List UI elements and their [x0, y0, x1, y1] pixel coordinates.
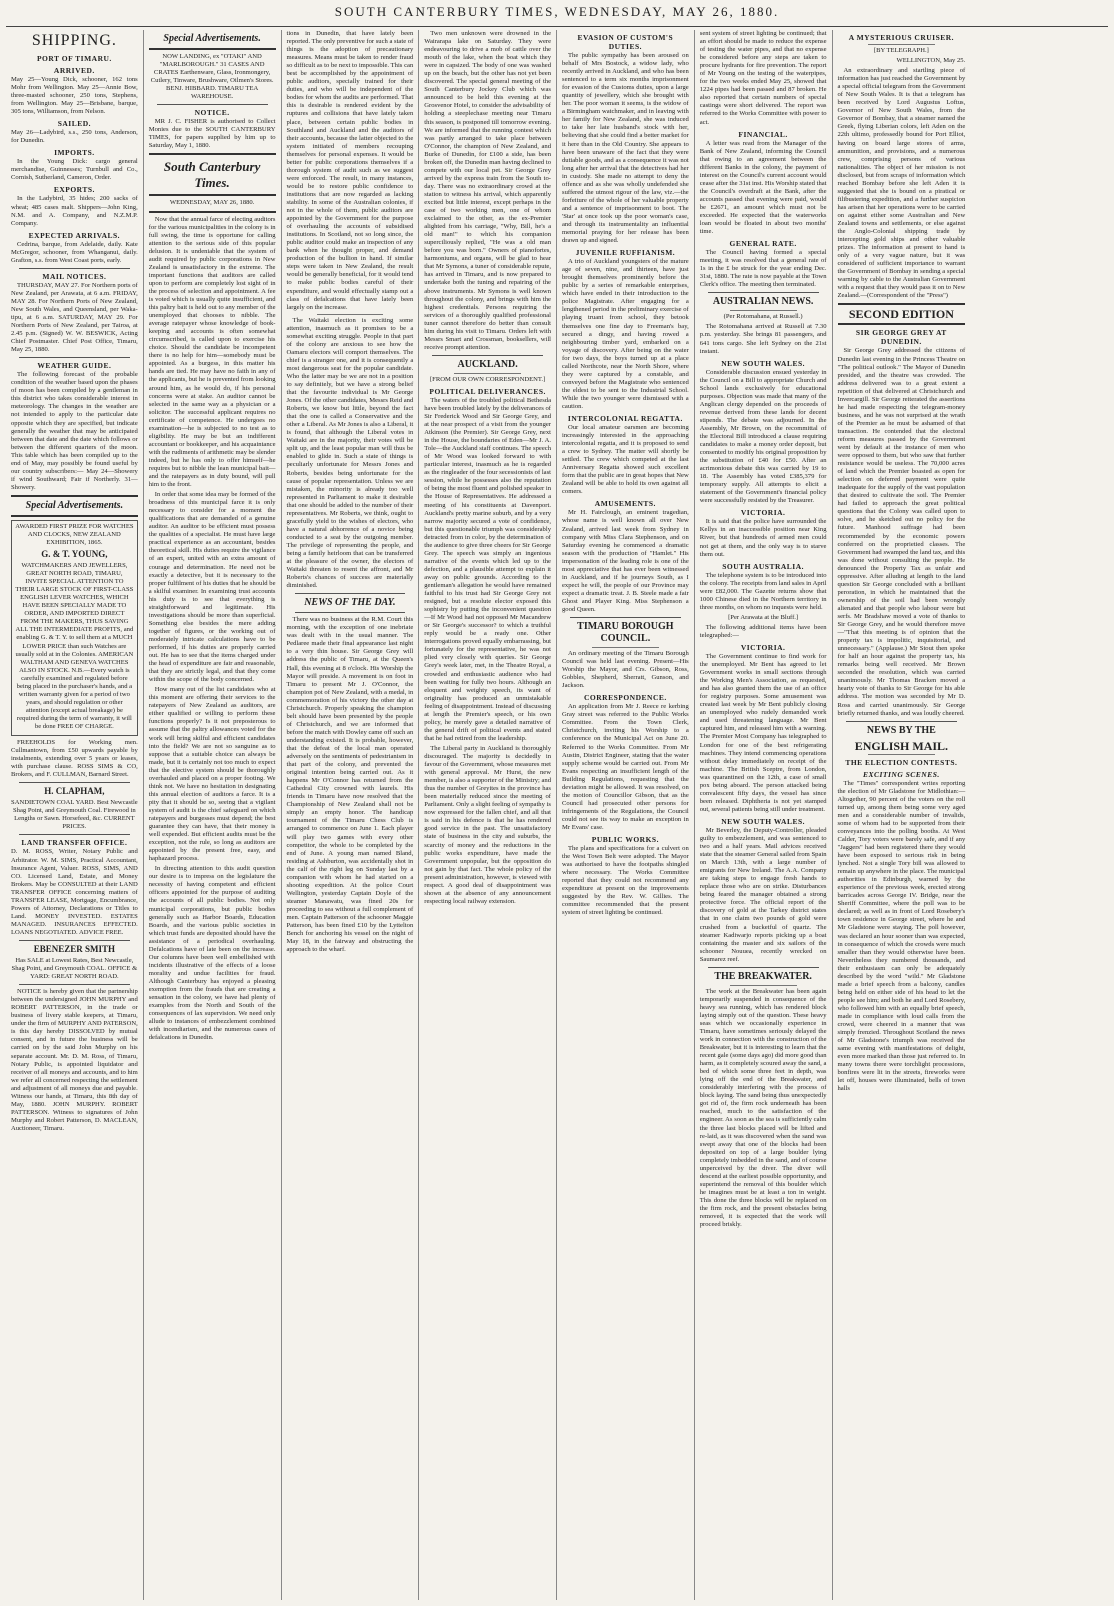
amusements-paragraph: Mr H. Fairclough, an eminent tragedian, whose name is well known all over New Zealand, arrived last week from Sydney in company with Miss Clara Stephenson, and on Saturday evening he commenced a dramatic season with the production of "Hamlet." His impersonation of the leading role is one of the most appreciative that has ever been witnessed in Auckland, and if he journeys South, as I expect he will, the people of our Province may expect a dramatic treat. J. B. Steele made a fair Ghost and Player King. Miss Stephenson a good Queen.: [562, 509, 689, 613]
young-title: G. & T. YOUNG,: [41, 549, 108, 560]
nsw-heading: NEW SOUTH WALES.: [721, 358, 806, 368]
exciting-heading: EXCITING SCENES.: [862, 769, 940, 779]
editorial-paragraph: In order that some idea may be formed of the broadness of this municipal farce it is only necessary to consider for a moment the qualifications that are demanded of a genuine auditor. An auditor to be efficient must possess the qualities of a specialist. He must have large practical experience as an accountant, besides theoretical skill. His duties require the vigilance of an expert, united with an extra amount of courage and determination. He need not be exactly a detective, but it is necessary to the proper fulfilment of his duties that he should be a skilful examiner. In examining trust accounts his duty is to see that everything is straightforward and legitimate. His investigations should be more than superficial. Something else besides the mere adding together of figures, or the working out of moderately intricate calculations have to be performed, if his duties are properly carried out. He has to see that the items charged under the head of expenditure are fair and reasonable, that they are strictly legal, and that they come within the scope of the body concerned.: [148, 491, 276, 684]
divider: [19, 984, 130, 985]
evasion-paragraph: The public sympathy has been aroused on behalf of Mrs Bostock, a widow lady, who recently arrived in Auckland, and who has been sentenced to a term six months imprisonment for evasion of the Customs duties, upon a large quantity of jewellery, which she brought with her. The poor woman it seems, is the widow of a Birmingham watchmaker, and in leaving with her family for New Zealand, she was induced to take her late husband's stock with her, believing that she could find a better market for it here than in the Old Country. She appears to have been unaware of the fact that they were dutiable goods, and as a consequence it was not long after her arrival that the detectives had her in custody. She made no attempt to deny the offence and as she was wholly undefended she suffered the utmost rigour of the law, viz.—the forfeiture of the whole of her valuable property and a sentence of imprisonment to boot. The 'Star' at once took up the poor woman's case, and through its instrumentality an influential memorial praying for her release has been drawn up and signed.: [562, 52, 689, 245]
divider: [11, 515, 138, 517]
sailed-text: May 26—Ladybird, s.s., 250 tons, Anderson, for Dunedin.: [11, 129, 138, 145]
rotomahana-line: (Per Rotomahana, at Russell.): [723, 313, 803, 321]
divider: [730, 985, 797, 986]
column-7: [833, 30, 971, 1600]
divider: [19, 940, 130, 941]
waitaki-paragraph: The Waitaki election is exciting some attention, inasmuch as it promises to be a somewhat exciting struggle. People in that part of the colony are anxious to see how the Oamaru electors will comport themselves. The chief is a stranger one, and it is consequently a most dangerous seat for the popular candidate. Who the latter may be we are not in a position to say definitely, but we have a strong belief that the favourite individual is Mr George Jones. Of the other candidates, Messrs Reid and Roberts, we know but little, beyond the fact that the one is called a Conservative and the other a Liberal. As Mr Jones is also a Liberal, it is found, that although the Liberal votes in Waitaki are in the majority, their votes will be split up, and the least popular man will thus be enabled to glide in. Such a state of things is peculiarly unfortunate for Messrs Jones and Roberts, besides being unfortunate for the cause of popular representation. Unless we are mistaken, the minority is already too well represented in Parliament to make it desirable that one should be added to the number of their representatives. Mr Roberts, we think, ought to gracefully yield to the wishes of electors, who have a natural abhorrence of a novice being conducted to a seat by the outgoing member. The privilege of representing the people, and being a family heirloom that can be transferred at the pleasure of the owner, the electors of Waitaki threaten to resent the affront, and Mr Roberts's chances of success are materially diminished.: [286, 316, 414, 590]
mail-heading: MAIL NOTICES.: [42, 271, 107, 281]
public-works-heading: PUBLIC WORKS.: [591, 835, 659, 845]
land-office-heading: LAND TRANSFER OFFICE.: [21, 838, 128, 848]
imports-heading: IMPORTS.: [54, 148, 95, 158]
divider: [295, 612, 406, 613]
masthead: SOUTH CANTERBURY TIMES, WEDNESDAY, MAY 26, 1880.: [334, 4, 780, 19]
news-paragraph: Two men unknown were drowned in the Wairarapa lake on Saturday. They were endeavouring to drive a mob of cattle over the mouth of the lake, when the boat which they were in capsized. The body of one was washed up on the beach, but the other has not yet been discovered. The special general meeting of the South Canterbury Jockey Club which was announced to be held this evening at the Grosvenor Hotel, to consider the advisability of holding a steeplechase meeting near Timaru this season, is postponed till tomorrow evening. We are informed that the running contest which was partly arranged to take place between O'Connor, the champion of New Zealand, and Burke of Dunedin, for £100 a side, has been broken off, the Dunedin man having declined to compete with our local pet. Sir George Grey arrived by the express train from the South to-day. There was no extraordinary crowd at the station to witness his arrival, which apparently excited but little interest, except perhaps in the case of two working men, one of whom exclaimed to the other, as the ex-Premier alighted from his carriage, "Why, Bill, he's a old man!" to which his companion superciliously replied, "He was a old man before you was born." Owners of pianofortes, harmoniums, and organs, will be glad to hear that Mr Symons, a tuner of considerable repute, has arrived in Timaru, and is now prepared to undertake both the tuning and repairing of the above instruments. Mr Symons is well known throughout the colony, and brings with him the highest credentials. Persons requiring the services of a thoroughly qualified professional tuner cannot therefore do better than consult him during his visit to Timaru. Orders left with Messrs Smart and Crossman, booksellers, will receive prompt attention.: [424, 30, 551, 351]
divider: [838, 323, 966, 325]
divider: [11, 495, 138, 497]
divider: [708, 292, 819, 293]
column-4: [419, 30, 557, 1600]
divider: [295, 593, 406, 594]
breakwater-heading: THE BREAKWATER.: [714, 970, 812, 982]
top-rule: [6, 26, 1108, 27]
column-5: [557, 30, 695, 1600]
exports-heading: EXPORTS.: [53, 185, 95, 195]
special-ads-heading: Special Advertisements.: [25, 499, 124, 511]
editorial-paragraph: tions in Dunedin, that have lately been reported. The only preventive for such a state of things is the adoption of precautionary measures. Means must be taken to render fraud so difficult as to be next to impossible. This can best be accomplished by the appointment of public auditors, specially trained for their duties, and who will be independent of the bodies for whom the audits are performed. That this is desirable is rendered evident by the ruptures and collisions that have lately taken place, between certain public bodies in Southland and Auckland and the auditors of their accounts, because the latter objected to the system initiated of members recouping themselves for personal expenses. It would be better for public corporations themselves if a thorough system of audit such as we suggest were enforced. The result, in many instances, would be to restore public confidence to institutions that are now regarded as lacking stability. In some of the Australian colonies, if not in the whole of them, public auditors are appointed by the Government for the purpose of overhauling the accounts of subsidised institutions. In Scotland, not so long since, the public auditor could make an inspection of any bank when he thought proper, and demand production of the bullion in hand. If similar steps were taken in New Zealand, the result would be generally beneficial, for it would tend to make public bodies careful of their expenditure, and would effectually stamp out a class of defalcations that have lately been largely on the increase.: [286, 30, 414, 311]
council-paragraph: The plans and specifications for a culvert on the West Town Belt were adopted. The Mayor was authorised to have the footpaths shingled where necessary. The Works Committee reported that they could not recommend any expenditure at present on the improvements suggested by the Rev. W. Gillies. The committee recommended that the present system of street lighting be continued.: [562, 845, 689, 917]
expected-text: Cedrina, barque, from Adelaide, daily. Kate McGregor, schooner, from Whanganui, daily. Grafton, s.s. from West Coast ports, early.: [11, 240, 138, 264]
dateline: WELLINGTON, May 25.: [896, 57, 966, 65]
land-office-text: D. M. ROSS, Writer, Notary Public and Arbitrator. W. M. SIMS, Practical Accountant, Insurance Agent, Valuer. ROSS, SIMS, AND CO. Licensed Land, Estate, and Money Brokers. May be CONSULTED at their LAND TRANSFER OFFICE concerning matters of TRANSFER LEASE, Mortgage, Encumbrance, Powers of Attorney, Declarations or Titles to Land. MONEY INVESTED. ESTATES MANAGED. INSURANCES EFFECTED. LOANS NEGOTIATED. ADVICE FREE.: [11, 848, 138, 936]
divider: [838, 303, 966, 305]
partnership-notice: NOTICE is hereby given that the partnership between the undersigned JOHN MURPHY and ROBERT PATTERSON, in the trade or business of livery stable keepers, at Timaru, under the firm of MURPHY AND PATERSON, is this day hereby DISSOLVED by mutual consent, and in future the business will be carried on by the said John Murphy on his separate account. Mr. D. M. Ross, of Timaru, Notary Public, is appointed liquidator and receiver of all moneys and accounts, and to him we refer all concerned respecting the settlement and adjustment of all moneys due and payable. Witness our hands, at Timaru, this 8th day of May, 1880. JOHN MURPHY. ROBERT PATTERSON. Witness to signatures of John Murphy and Robert Patterson, D. MACLEAN, Auctioneer, Timaru.: [11, 988, 138, 1132]
australian-paragraph: It is said that the police have surrounded the Kellys in an inaccessible position near King River, but that hundreds of armed men could not get at them, and the only way is to starve them out.: [699, 518, 827, 558]
contests-heading: THE ELECTION CONTESTS.: [845, 757, 958, 767]
weather-heading: WEATHER GUIDE.: [37, 361, 112, 371]
amusements-heading: AMUSEMENTS.: [594, 499, 656, 509]
english-mail-paragraph: The "Times" correspondent writes reporting the election of Mr Gladstone for Midlothian:—Altogether, 90 percent of the voters on the roll turned up, among them being some very aged men and a considerable number of invalids, some of whom had to be supported from their conveyances into the polling booths. At West Calder, Tory voters were barely safe, and if any "Jaggers" had been registered there they would have been exposed to serious risk in being lynched. Not a single Tory bill was allowed to remain up anywhere in the place. The municipal authorities in Edinburgh, warned by the experience of the previous week, erected strong barricades across George IV. Bridge, near the Sheriff Committee, where the poll was to be declared; as well as in front of Lord Rosebery's town residence in George street, where he and Mr Gladstone were staying. The poll however, was declared an hour sooner than was expected, in consequence of which the crowds were much smaller than they would otherwise have been. Nevertheless they numbered thousands, and their enthusiasm can only be adequately described by the word "wild." Mr Gladstone made a brief speech from a balcony, candles being held on either side of his head to let the people see him; and both he and Lord Rosebery, who followed him with an equally brief speech, made in compliance with loud calls from the crowd, were cheered in a manner that was simply frenzied. Throughout Scotland the news of Mr Gladstone's triumph was received the same evening with manifestations of delight, even more marked than those just referred to. In many towns there were torchlight processions, bonfires were lit in the streets, fireworks were let off, houses were illuminated, bells of town halls: [837, 779, 966, 1093]
clapham-title: H. CLAPHAM,: [44, 786, 105, 797]
victoria-heading: VICTORIA.: [740, 508, 786, 518]
divider: [868, 44, 936, 45]
ebenezer-text: Has SALE at Lowest Rates, Best Newcastle, Shag Point, and Greymouth COAL. OFFICE & YARD: GREAT NORTH ROAD.: [11, 956, 138, 981]
clapham-text: SANDIETOWN COAL YARD. Best Newcastle Shag Point, and Greymouth Coal. Firewood in Lengths or Sawn. Horsefeed, &c. CURRENT PRICES.: [11, 799, 138, 831]
rate-heading: GENERAL RATE.: [729, 239, 797, 249]
divider: [149, 194, 276, 196]
auckland-paragraph: The waters of the troubled political Bethesda have been troubled lately by the deliverances of Sir Frederick Wood and Sir George Grey, and at the near prospect of a visit from the younger Atkinson (the Premier). Sir George Grey, next in the House, the boundaries of Eden—Mr J. A. Tole—the Auckland staff continues. The speech of Mr Wood was looked forward to with particular interest, inasmuch as he is regarded as the ringleader of the four secessionists of last session, while he possesses also the reputation of being the most fluent and polished speaker in the House of Representatives. He addressed a meeting of his constituents at Davenport. Auckland's pretty marine suburb, and by a very narrow majority secured a vote of confidence, but this questionable triumph was considerably detracted from in color, by the determination of the audience to give three cheers for Sir George Grey. The speech was simply an ingenious narrative of the events which led up to the defection, and a plausible attempt to explain it away on public grounds. According to the gentleman's allegation he would have remained faithful to his trust had Sir George Grey not resigned, but a resolute elector exposed this sophistry by putting the inconvenient question—If Mr Wood had not opposed Mr Macandrew or Sir George's successor? to which a truthful reply would be a ready one. Other interrogations proved equally embarrassing, but fortunately for the representative, he was not plied very closely with queries. Sir George Grey's week later, met, in the Theatre Royal, a crowded and enthusiastic audience who had been waiting for fully two hours. Although an eloquent and weighty speech, its want of originality has produced an unmistakable feeling of disappointment. Instead of discussing at length the Premier's speech, or his own policy, he merely gave a detailed narrative of the general drift of political events and stated that he had retired from the leadership.: [424, 396, 551, 742]
council-paragraph: An application from Mr J. Reece re kerbing Gray street was referred to the Public Works Committee. From the Town Clerk, Christchurch, inviting his Worship to a conference on the Municipal Act on June 20. Referred to the Works Committee. From Mr Austin, District Engineer, stating that the water supply scheme would be carried out. From Mr Evans respecting an insufficient length of the Building Regulations, requesting that the deviation might be allowed. It was resolved, on the motion of Councillor Gibson, that as the Council had prosecuted other persons for infringements of the Regulations, the Council could not see its way to make an exception in Mr Evans' case.: [562, 703, 689, 831]
financial-heading: FINANCIAL.: [738, 129, 788, 139]
political-heading: POLITICAL DELIVERANCES.: [429, 386, 546, 396]
council-paragraph: sent system of street lighting be continued; that an effort should be made to reduce the expense of testing the water pipes, and that no expense be considered before any steps are taken to procure hydrants for fire prevention. The report of Mr Young on the testing of the waterpipes, for the two weeks ended May 25, showed that 1224 pipes had been passed and 87 broken. He also reported that certain numbers of special castings were short delivered. The report was referred to the Works Committee with power to act.: [699, 30, 827, 126]
paper-date: WEDNESDAY, MAY 26, 1880.: [169, 199, 255, 207]
notice-heading: NOTICE.: [194, 108, 230, 118]
divider: [149, 48, 276, 50]
column-6: [695, 30, 833, 1600]
australian-paragraph: The Rotomahana arrived at Russell at 7.30 p.m. yesterday. She brings 81 passengers, and 641 tons cargo. She left Sydney on the 21st instant.: [699, 323, 827, 355]
divider: [149, 211, 276, 213]
divider: [868, 754, 936, 755]
divider: [708, 967, 819, 968]
juvenile-heading: JUVENILE RUFFIANISM.: [575, 248, 676, 258]
freeholds-ad: FREEHOLDS for Working men. Cullmantown, from £50 upwards payable by instalments, extending over 5 years or leases, with purchase clause. ROSS SIMS & CO, Brokers, and F. CULLMAN, Barnard Street.: [11, 739, 138, 779]
divider: [19, 357, 130, 358]
young-advertisement: [11, 520, 138, 736]
council-heading: TIMARU BOROUGH COUNCIL.: [577, 621, 674, 645]
second-edition-heading: SECOND EDITION: [848, 307, 954, 322]
telegraph-line: [BY TELEGRAPH.]: [873, 47, 929, 54]
port-heading: PORT OF TIMARU.: [36, 54, 112, 63]
news-of-the-day-heading: NEWS OF THE DAY.: [304, 597, 396, 609]
nsw-heading-2: NEW SOUTH WALES.: [721, 816, 806, 826]
editorial-paragraph: How many out of the list candidates who at this moment are offering their services to the ratepayers of New Zealand as auditors, are either qualified or willing to perform these functions properly? Is it not preposterous to assume that the paltry allowances voted for the work will bring skilful and efficient candidates into the field? We are not so sanguine as to suppose that a suitable choice can always be made, but it is certainly not too much to expect that the elective system should be thoroughly overhauled and placed on a proper footing. We think not. We have no hesitation in designating this annual election of auditors a farce. It is a pity that it should be so, seeing that a vigilant system of audit is the chief safeguard on which ratepayers and burgesses must depend; the best guarantee they can have, that their money is well expended. But efficient audits must be the exception, not the rule, so long as auditors are appointed by the present free, easy, and haphazard process.: [148, 686, 276, 863]
special-ads-heading: Special Advertisements.: [163, 33, 261, 44]
correspondent-line: [FROM OUR OWN CORRESPONDENT.]: [429, 375, 546, 383]
divider: [454, 373, 521, 374]
auckland-paragraph: The Liberal party in Auckland is thoroughly discouraged. The majority is decidedly in favour of the Government, whose measures met with general approval. Mr Hurst, the new member, is also a supporter of the Ministry; and thus the number of Greyites in the province has been materially reduced since the meeting of Parliament. Only a slight feeling of sympathy is now expressed for the fallen chief, and all that is said in his defence is that he has rendered good service in the past. The unsatisfactory state of business in the city and suburbs, the scarcity of money and the reductions in the public works expenditure, have made the Government unpopular, but the opposition do not gain by that fact. The whole policy of the present administration, however, is viewed with respect. A good deal of disappointment was shown at the absence of any announcement respecting local railway extension.: [424, 744, 551, 905]
juvenile-paragraph: A trio of Auckland youngsters of the mature age of seven, nine, and thirteen, have just brought themselves prominently before the public by a series of remarkable enterprises, which have ended in their introduction to the police Magistrate. After engaging for a lengthened period in the preliminary exercise of playing truant from school, they betook themselves one fine day to Freeman's bay, secured a dingy, and having rowed a neighbouring timber yard, embarked on a voyage of discovery. After being on the water for two days, the boys turned up at a place called Northcote, near the North Shore, where they were captured by a constable, and conveyed before the Magistrate who sentenced the eldest to be sent to the Industrial School. While the two younger were dismissed with a caution.: [562, 258, 689, 410]
australian-paragraph: The Government continue to find work for the unemployed. Mr Bent has agreed to let Government works in small sections through the Working Men's Association, as requested, and has also granted them the use of an office for registry purposes. Some amusement was created last week by Mr Bent publicly closing an unemployed who rudely demanded work and used threatening language. Mr Bent captured him, and released him with a warning. The Premier Most Company has telegraphed to London for one of the best refrigerating machines. They intend commencing operations without delay immediately on receipt of the machine. The British Sceptre, from London, was quarantined on the 12th, a case of small pox being aboard. The person attacked being convalescent fifty days, the vessel has since been released. Diphtheria is not yet stamped out, several patients being still under treatment.: [699, 653, 827, 813]
dunedin-heading: SIR GEORGE GREY AT DUNEDIN.: [855, 328, 947, 347]
breakwater-paragraph: The work at the Breakwater has been again temporarily suspended in consequence of the heavy sea running, which has rendered block laying simply out of the question. These heavy seas which we occasionally experience in Timaru, have sometimes seriously delayed the work in connection with the construction of the Breakwater, but it is interesting to learn that the recent gale (some days ago) did more good than harm, as it completely scoured away the sand, a bed of which some three feet in depth, was lying off the end of the Breakwater, and considerably interfering with the process of block laying. The sand being thus unexpectedly got rid of, the firm rock underneath has been reached, much to the satisfaction of the engineer. As soon as the sea is sufficiently calm the three last blocks placed will be lifted and re-laid, as it was discovered when the sand was swept away that one of the blocks had been deposited on top of a large boulder lying completely imbedded in the sand, and of course unperceived by the diver. The diver will descend at the earliest possible opportunity, and superintend the removal of this boulder which he imagines must be at least a ton in weight. This done the three blocks will be replaced on the firm rock, and the present obstacles being removed, it is expected that the work will proceed briskly.: [699, 987, 827, 1229]
mail-text: THURSDAY, MAY 27. For Northern ports of New Zealand, per Arawata, at 6 a.m. FRIDAY, MAY 28. For Northern Ports of New Zealand, New South Wales, and Queensland, per Waka-tipu, at 6 a.m. SATURDAY, MAY 29. For Northern Ports of New Zealand, per Tairoa, at 2.45 p.m. (Signed) W. W. BESWICK, Acting Chief Postmaster. Chief Post Office, Timaru, May 25, 1880.: [11, 281, 138, 354]
editorial-paragraph: In directing attention to this audit question our desire is to impress on the legislature the necessity of having competent and efficient officers appointed for the purpose of auditing the accounts of all public bodies. Not only municipal corporations, but public bodies generally such as Harbor Boards, Education Boards, and the various public societies in which trust funds are deposited should have the assistance of a periodical overhauling. Defalcations have of late been on the increase. Our columns have been well embellished with incidents illustrative of the effects of a loose morality and undue facilities for fraud. Although Canterbury has enjoyed a pleasing exemption from the frauds that are creating a sensation in the colony, we have had plenty of examples from the North and South of the consequences of lax supervision. We need only allude to instances of embezzlement combined with incendiarism, and the numerous cases of defalcations in Dunedin.: [148, 865, 276, 1042]
shipping-heading: SHIPPING.: [31, 32, 117, 49]
divider: [846, 721, 958, 722]
column-3: [282, 30, 420, 1600]
australian-paragraph: The following additional items have been telegraphed:—: [699, 623, 827, 639]
australian-paragraph: Mr Beverley, the Deputy-Controller, pleaded guilty to embezzlement, and was sentenced to two and a half years. Mail advices received state that the steamer General sailed from Spain on March 13th, with a large number of emigrants for New Ireland. The A.A. Company are taking steps to engage fresh hands to replace those who are on strike. Disturbances being feared the manager obtained a strong protective force. The official report of the discovery of gold at the Tarkey district states that in one claim two pounds of gold were crushed from a bucketful of quartz. The steamer Kadiwarjo reports picking up a boat containing the master and six sailors of the schooner Nouuea, recently wrecked on Saumarez reef.: [699, 826, 827, 963]
australian-news-heading: AUSTRALIAN NEWS.: [712, 296, 814, 308]
dunedin-paragraph: Sir George Grey addressed the citizens of Dunedin last evening in the Princess Theatre on "The political outlook." The Mayor of Dunedin presided, and the theatre was crowded. The address delivered was to a great extent a repetition of that delivered at Christchurch and Invercargill. Sir George reiterated the assertions he had made respecting the telegram-money business, and he was not surprised at the wrath of the Premier as he must be ashamed of that transaction. He contended that the electoral reform measures passed by the Government went by default at the instance of men who were opposed to them, but who saw that further resistance would be useless. The 70,000 acres of land which the Premier boasted as open for selection on deferred payment were quite inadequate for the supply of the vast population that desired to cultivate the soil. The Premier had failed to approach the great political questions that the Colony was called upon to solve, and he sketched out no policy for the future. Manhood suffrage had been recommended by the economic powers conferred on the proprietied classes. The Government had swamped the land tax, and this was done without consulting the people. He denounced the Property Tax as unfair and oppressive. After alluding at length to the land question Sir George concluded with a brilliant peroration, in which he maintained that the ownership of the soil had been wrongly alienated and that people who labour were but serfs. Mr Bradshaw moved a vote of thanks to Sir George Grey, and he would therefore move—"That this meeting is of opinion that the property tax is impolitic, inquisitorial, and unnecessary." (Applause.) Mr Stout then spoke for half an hour against the property tax, his remarks being well received. Mr Brown seconded the resolution, which was carried unanimously. Mr Thomas Bracken moved a hearty vote of thanks to Sir George for his able address. The motion was seconded by Mr D. Ross and carried unanimously. Sir George briefly returned thanks, and was loudly cheered.: [837, 347, 966, 717]
editorial-paragraph: Now that the annual farce of electing auditors for the various municipalities in the colony is in full swing, the time is opportune for calling attention to the serious side of this popular delusion. It is undeniable that the system of audit required by public corporations in New Zealand is unsatisfactory in the extreme. The important functions that auditors are called upon to perform are completely lost sight of in the process of selection and appointment. A fee is voted which is usually quite insufficient, and this paltry bait is held out to any member of the unemployed that chooses to nibble. The average ratepayer whose knowledge of book-keeping and accounts is often somewhat circumscribed, is called upon to exercise his choice. Should the candidate be incompetent there is no help for him—somebody must be appointed. As a burgess, in this matter his hands are tied. He may have no faith in any of the applicants, but he is prevented from looking around him, as he would do, if his personal concerns were at stake. An auditor cannot be selected in the same way as a physician or a solicitor. The successful applicant requires no certificate of competence. He undergoes no examination—he is subjected to no test as to eligibility. He may be but an indifferent accountant or bookkeeper, and his acquaintance with the rudiments of arithmetic may be slender indeed, but he has only to offer himself—he requires but to nibble the lean municipal bait—and the ratepayers as in duty bound, will pull him to the front.: [148, 215, 276, 489]
divider: [149, 153, 276, 155]
award-text: AWARDED FIRST PRIZE FOR WATCHES AND CLOCKS, NEW ZEALAND EXHIBITION, 1865.: [15, 522, 134, 547]
australian-paragraph: Considerable discussion ensued yesterday in the Council on a Bill to appropriate Church and School lands exclusively for educational purposes. Objection was made that many of the Anglican clergy depended on the proceeds of revenue derived from these lands for decent stipends. The debate was adjourned. In the Assembly, Mr Brown, on the recommittal of the Electoral Bill introduced a clause requiring candidates to make a money order deposit, but consented to modify his original proposition by the substitution of £40 for £50. After an acrimonious debate this was carried by 19 to 18. The Assembly has voted £385,379 for temporary supply. All attempts to elicit a statement of the Government's financial policy were successfully resisted by the Treasurer.: [699, 368, 827, 505]
australian-paragraph: The telephone system is to be introduced into the colony. The receipts from land sales in April were £82,000. The Gazette returns show that 1000 Chinese died in the Northern territory in three months, on whom no inquests were held.: [699, 571, 827, 611]
cruiser-heading: A MYSTERIOUS CRUISER.: [848, 33, 955, 42]
column-1: [6, 30, 144, 1600]
sailed-heading: SAILED.: [57, 119, 92, 129]
divider: [592, 647, 659, 648]
victoria-heading-2: VICTORIA.: [740, 643, 786, 652]
correspondence-heading: CORRESPONDENCE.: [584, 693, 667, 703]
imports-text: In the Young Dick: cargo general merchandise, Guinnesses; Turnbull and Co., Cornish, Sutherland, Cameron, Order.: [11, 158, 138, 182]
auckland-heading: AUCKLAND.: [457, 358, 518, 370]
council-paragraph: An ordinary meeting of the Timaru Borough Council was held last evening. Present—His Worship the Mayor, and Crs. Gibson, Ross, Gobbles, Shepherd, Sherratt, Gunson, and Jackson.: [562, 650, 689, 690]
rate-paragraph: The Council having formed a special meeting, it was resolved that a general rate of 1s in the £ be struck for the year ending Dec. 31st, 1880. The rate is now payable at the Town Clerk's office. The meeting then terminated.: [699, 249, 827, 289]
divider: [730, 310, 797, 311]
weather-text: The following forecast of the probable condition of the weather based upon the phases of moon has been compiled by a gentleman in this district who takes considerable interest in meteorology. The changes in the weather are not intended to apply to the particular date opposite which they are specified, but indicate generally the weather that may be anticipated between that date and the date which follows or between the different quarters of the moon. This table which has been compiled up to the end of May, may possibly be found useful by our country subscribers:— May 24—Showery if wind Southward; Fair if Northerly. 31—Showery.: [11, 371, 138, 491]
arawata-line: [Per Arawata at the Bluff.]: [728, 613, 799, 621]
english-mail-heading: ENGLISH MAIL.: [854, 738, 949, 753]
divider: [317, 314, 384, 315]
ebenezer-title: EBENEZER SMITH: [33, 943, 116, 954]
arrived-text: May 25—Young Dick, schooner, 162 tons Mohr from Wellington. May 25—Annie Bow, three-masted schooner, 250 tons, Stephens, from Wellington. May 25—Brisbane, barque, 305 tons, Williamson, from Nelson.: [11, 76, 138, 116]
divider: [432, 355, 543, 356]
landing-ad: NOW LANDING, ex "OTAKI" AND "MARLBOROUGH." 31 CASES AND CRATES Earthenware, Glass, Ironmongery, Cutlery, Tinware, Brushware, Oilmen's Stores. BENJ. HIBBARD. TIMARU TEA WAREHOUSE.: [150, 53, 274, 101]
cruiser-paragraph: An extraordinary and startling piece of information has just reached the Government by a special official telegram from the Government of New South Wales. It is that a telegram has been received by Lord Augustus Loftus, Governor of New South Wales, from the Governor of Bombay, that a steamer named the Greek, flying Liberian colors, left Aden on the 22th ultimo, professedly bound for Port Elliot, having on board large stores of arms, ammunition, and provisions, and a numerous crew, comprising persons of various nationalities. The object of her mission is not disclosed, but from scraps of information which reached Bombay before she left Aden it is suggested that she is bound on a piratical or filibustering expedition, and a further suspicion has arisen that her operations were to be carried on against either some Australian and New Zealand towns and settlements, or else against the Anglo-Colonial shipping trade by intercepting gold ships and other valuable prizes. The information at present to hand is only of a very vague nature, but it was considered of sufficient importance to warrant the Government of Bombay in sending a special warning by cable to the Australian Government with a request that they would pass it on to New Zealand.—(Correspondent of the "Press"): [837, 67, 966, 300]
financial-paragraph: A letter was read from the Manager of the Bank of New Zealand, informing the Council that owing to an agreement between the different Banks in the colony, the payment of interest on the Council's current account would cease after the 31st inst. His Worship stated that the Council's overdraft at the Bank, after the accounts passed that evening were paid, would be £2671, an amount which must not be exceeded. He expected that the waterworks loan would be floated in about two months' time.: [699, 139, 827, 236]
evasion-heading: EVASION OF CUSTOM'S DUTIES.: [577, 33, 674, 51]
column-2: [144, 30, 282, 1600]
regatta-heading: INTERCOLONIAL REGATTA.: [567, 414, 683, 424]
regatta-paragraph: Our local amateur oarsmen are becoming increasingly interested in the approaching intercolonial regatta, and it is proposed to send a crew to Sydney. The matter will shortly be settled. The crew which competed at the last Anniversary Regatta showed such excellent form that the public are in great hopes that New Zealand will be able to hold its own against all comers.: [562, 424, 689, 496]
fisher-notice: MR J. C. FISHER is authorised to Collect Monies due to the SOUTH CANTERBURY TIMES, for papers supplied by him up to Saturday, May 1, 1880.: [148, 118, 276, 150]
columns: [6, 30, 1108, 1600]
news-paragraph: There was no business at the R.M. Court this morning, with the exception of one inebriate was dealt with in the usual manner. The Pedlaree made their final appearance last night to a very thin house. Sir George Grey will address the public of Timaru, at the Queen's Hall, this evening at 8 o'clock. His Worship the Mayor will preside. A movement is on foot in Timaru to present Mr J. O'Connor, the champion pot of New Zealand, with a medal, in commemoration of his victory the other day at Christchurch. Properly speaking the champion belt should have been presented by the people of Christchurch, and we are informed that before the match with Dowley came off such an understanding existed. It is probable, however, that the defeat of the local man operated adversely on the sentiments of pedestrianism in that part of the colony, and prevented the original intention being carried out. As it happens Mr O'Connor has returned from the Cathedral City crowned with laurels. His friends in Timaru have now resolved that the Championship of New Zealand shall not be simply an empty honor. The handicap tournament of the Timaru Chess Club is arranged to commence on June 1. Each player will play two games with every other competitor, the whole to be completed by the end of June. A young man named Bland, residing at Ashburton, was accidentally shot in the calf of the right leg on Sunday last by a companion with whom he had started on a shooting expedition. At the police Court Wellington, yesterday Captain Doyle of the steamer Manawatu, was fined 20s for proceeding to sea without a full complement of men. Captain Patterson of the schooner Maggie Patterson, has been fined £10 by the Lyttelton Bench for anchoring his vessel on the night of May 18, in the fairway and obstructing the approach to the wharf.: [286, 616, 414, 954]
divider: [19, 268, 130, 269]
expected-heading: EXPECTED ARRIVALS.: [28, 230, 121, 240]
sa-heading: SOUTH AUSTRALIA.: [722, 561, 805, 571]
divider: [157, 104, 268, 105]
divider: [19, 782, 130, 783]
young-text: WATCHMAKERS AND JEWELLERS, GREAT NORTH ROAD, TIMARU, INVITE SPECIAL ATTENTION TO THEIR LARGE STOCK OF FIRST-CLASS ENGLISH LEVER WATCHES, WHICH HAVE BEEN SPECIALLY MADE TO ORDER, AND IMPORTED DIRECT FROM THE MAKERS, THUS SAVING ALL THE INTERMEDIATE PROFITS, and enabling G. & T. Y. to sell them at a MUCH LOWER PRICE than such Watches are usually sold at in the Colonies. AMERICAN WALTHAM AND GENEVA WATCHES ALSO IN STOCK. N.B.—Every watch is carefully examined and regulated before being placed in the purchaser's hands, and a written warranty given for a period of two years, and should regulation or other attention (except actual breakage) be required during the term of warranty, it will be done FREE OF CHARGE.: [15, 562, 134, 730]
divider: [19, 834, 130, 835]
paper-title: South Canterbury Times.: [163, 159, 261, 191]
divider: [570, 617, 681, 618]
exports-text: In the Ladybird, 35 hides; 200 sacks of wheat; 485 cases malt. Shippers—John King, N.M. and A. Company, and N.Z.M.P. Company.: [11, 195, 138, 227]
arrived-heading: ARRIVED.: [53, 66, 95, 75]
news-by-heading: NEWS BY THE: [866, 724, 936, 736]
